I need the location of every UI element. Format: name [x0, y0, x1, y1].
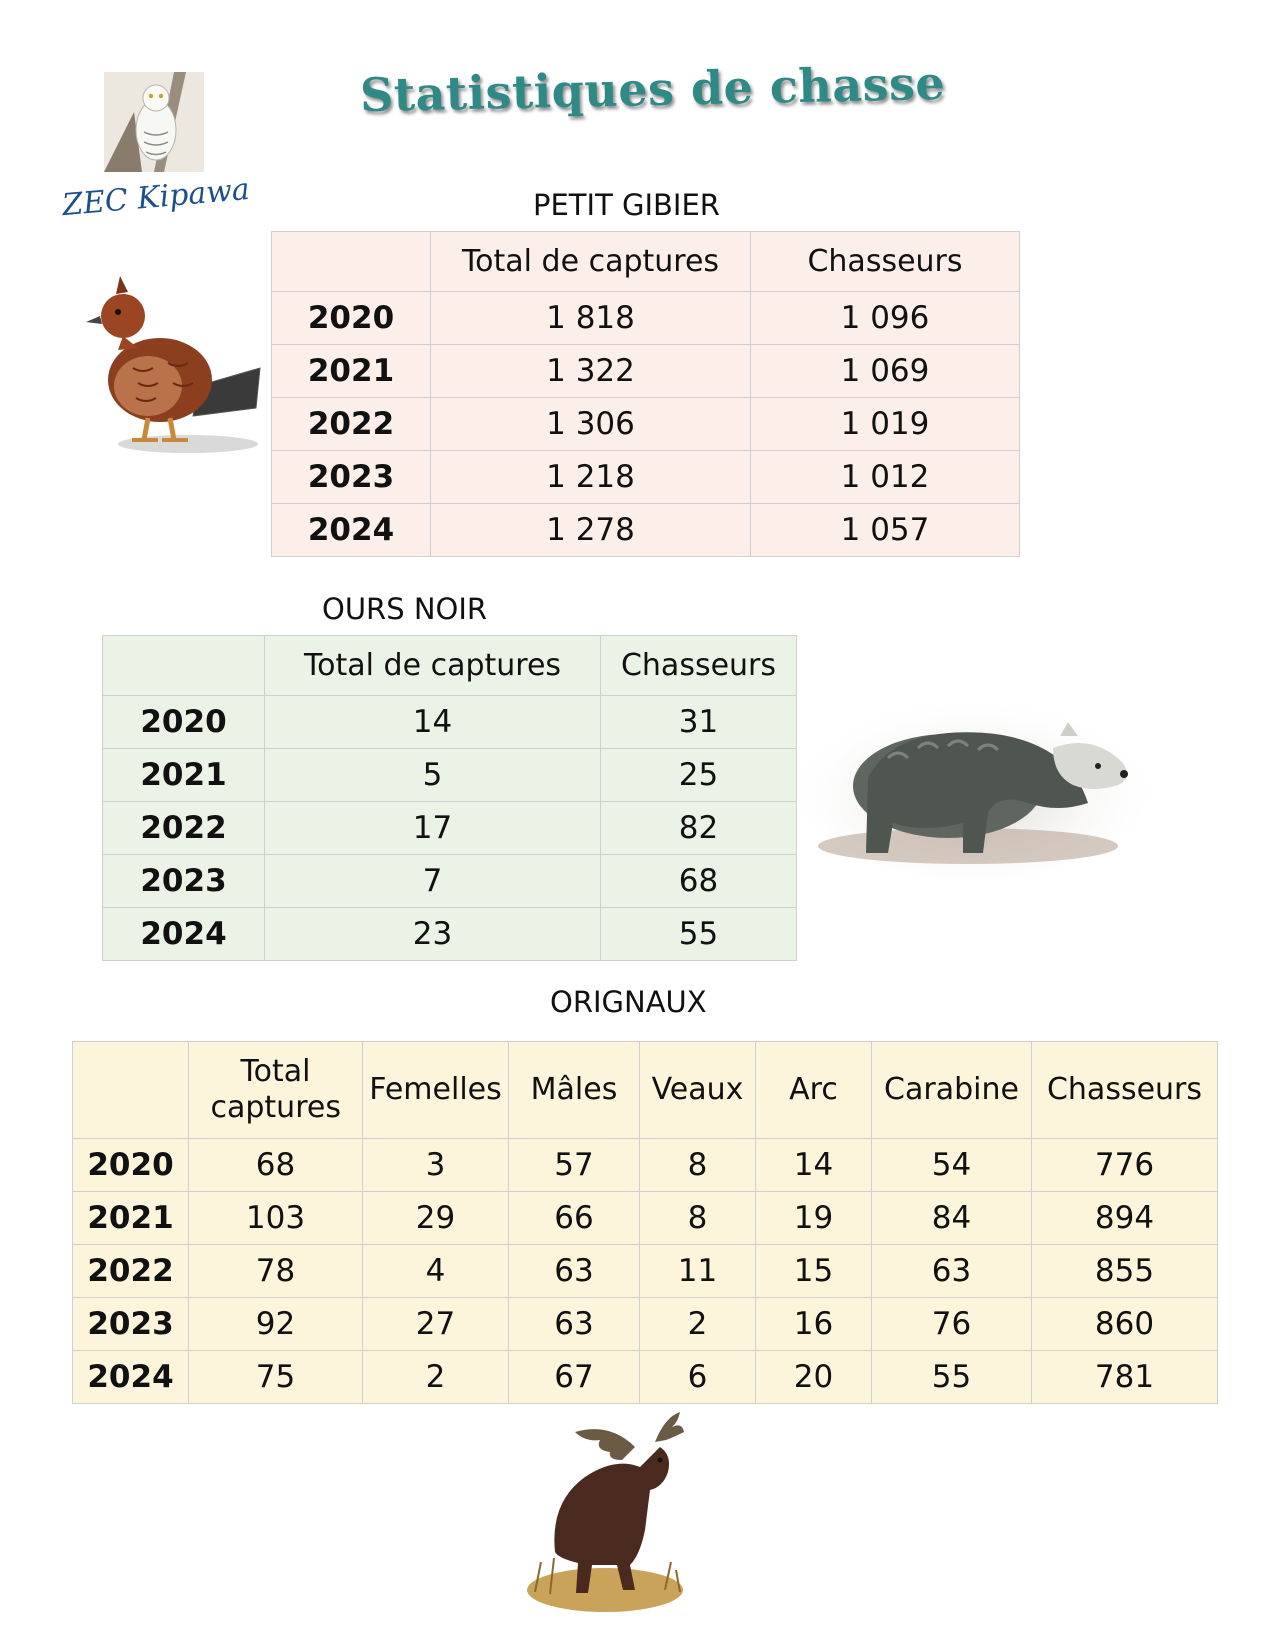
hunters-cell: 1 057: [751, 504, 1020, 557]
header-cell: Carabine: [872, 1042, 1032, 1139]
hunters-cell: 82: [601, 802, 797, 855]
captures-cell: 7: [265, 855, 601, 908]
page-title: Statistiques de chasse: [359, 55, 946, 123]
year-cell: 2022: [103, 802, 265, 855]
snowy-owl-image: [104, 72, 204, 172]
year-cell: 2022: [73, 1245, 189, 1298]
year-cell: 2021: [73, 1192, 189, 1245]
total-cell: 68: [189, 1139, 363, 1192]
carabine-cell: 55: [872, 1351, 1032, 1404]
table-row: [103, 855, 797, 908]
year-cell: 2024: [73, 1351, 189, 1404]
year-cell: 2020: [73, 1139, 189, 1192]
header-cell: Chasseurs: [601, 636, 797, 696]
femelles-cell: 3: [363, 1139, 509, 1192]
hunters-cell: 1 096: [751, 292, 1020, 345]
ours-noir-table: [102, 635, 797, 961]
year-cell: 2020: [272, 292, 431, 345]
carabine-cell: 54: [872, 1139, 1032, 1192]
males-cell: 63: [509, 1298, 640, 1351]
orignaux-title: ORIGNAUX: [550, 985, 707, 1019]
year-cell: 2023: [73, 1298, 189, 1351]
carabine-cell: 76: [872, 1298, 1032, 1351]
captures-cell: 23: [265, 908, 601, 961]
header-cell: Chasseurs: [751, 232, 1020, 292]
arc-cell: 14: [756, 1139, 872, 1192]
petit-gibier-title: PETIT GIBIER: [533, 188, 720, 222]
hunters-cell: 781: [1032, 1351, 1218, 1404]
captures-cell: 1 218: [431, 451, 751, 504]
femelles-cell: 4: [363, 1245, 509, 1298]
total-cell: 103: [189, 1192, 363, 1245]
year-cell: 2024: [103, 908, 265, 961]
year-cell: 2024: [272, 504, 431, 557]
hunters-cell: 1 069: [751, 345, 1020, 398]
year-cell: 2023: [272, 451, 431, 504]
hunters-cell: 68: [601, 855, 797, 908]
table-row: [73, 1192, 1218, 1245]
table-row: [272, 292, 1020, 345]
header-cell: [103, 636, 265, 696]
table-row: [272, 504, 1020, 557]
year-cell: 2023: [103, 855, 265, 908]
header-cell: Total de captures: [265, 636, 601, 696]
veaux-cell: 11: [640, 1245, 756, 1298]
table-row: [73, 1351, 1218, 1404]
table-row: [272, 398, 1020, 451]
table-row: [103, 749, 797, 802]
arc-cell: 16: [756, 1298, 872, 1351]
carabine-cell: 84: [872, 1192, 1032, 1245]
header-cell: Veaux: [640, 1042, 756, 1139]
captures-cell: 1 322: [431, 345, 751, 398]
arc-cell: 15: [756, 1245, 872, 1298]
header-cell: [73, 1042, 189, 1139]
captures-cell: 14: [265, 696, 601, 749]
table-row: [103, 802, 797, 855]
hunters-cell: 860: [1032, 1298, 1218, 1351]
header-cell: Mâles: [509, 1042, 640, 1139]
table-row: [272, 451, 1020, 504]
petit-gibier-table: [271, 231, 1020, 557]
table-row: [272, 345, 1020, 398]
header-label: Total captures: [210, 1054, 341, 1125]
hunters-cell: 55: [601, 908, 797, 961]
hunters-cell: 1 019: [751, 398, 1020, 451]
moose-image: [515, 1402, 700, 1612]
header-cell: Arc: [756, 1042, 872, 1139]
year-cell: 2021: [103, 749, 265, 802]
hunters-cell: 31: [601, 696, 797, 749]
total-cell: 75: [189, 1351, 363, 1404]
captures-cell: 17: [265, 802, 601, 855]
table-row: [103, 908, 797, 961]
femelles-cell: 29: [363, 1192, 509, 1245]
femelles-cell: 2: [363, 1351, 509, 1404]
males-cell: 66: [509, 1192, 640, 1245]
table-header-row: [73, 1042, 1218, 1139]
hunters-cell: 776: [1032, 1139, 1218, 1192]
header-cell: Total de captures: [431, 232, 751, 292]
arc-cell: 20: [756, 1351, 872, 1404]
header-cell: [189, 1042, 363, 1139]
captures-cell: 1 306: [431, 398, 751, 451]
header-cell: [272, 232, 431, 292]
table-row: [73, 1298, 1218, 1351]
grouse-image: [78, 268, 263, 458]
males-cell: 67: [509, 1351, 640, 1404]
table-header-row: [103, 636, 797, 696]
table-row: [103, 696, 797, 749]
veaux-cell: 8: [640, 1192, 756, 1245]
ours-noir-title: OURS NOIR: [322, 592, 488, 626]
logo-text: ZEC Kipawa: [60, 171, 252, 224]
header-cell: Femelles: [363, 1042, 509, 1139]
year-cell: 2021: [272, 345, 431, 398]
veaux-cell: 8: [640, 1139, 756, 1192]
total-cell: 78: [189, 1245, 363, 1298]
captures-cell: 5: [265, 749, 601, 802]
table-header-row: [272, 232, 1020, 292]
carabine-cell: 63: [872, 1245, 1032, 1298]
table-row: [73, 1139, 1218, 1192]
femelles-cell: 27: [363, 1298, 509, 1351]
year-cell: 2022: [272, 398, 431, 451]
males-cell: 57: [509, 1139, 640, 1192]
hunters-cell: 894: [1032, 1192, 1218, 1245]
table-row: [73, 1245, 1218, 1298]
captures-cell: 1 818: [431, 292, 751, 345]
hunters-cell: 1 012: [751, 451, 1020, 504]
black-bear-image: [798, 688, 1148, 878]
total-cell: 92: [189, 1298, 363, 1351]
header-cell: Chasseurs: [1032, 1042, 1218, 1139]
orignaux-table: [72, 1041, 1218, 1404]
hunters-cell: 855: [1032, 1245, 1218, 1298]
captures-cell: 1 278: [431, 504, 751, 557]
males-cell: 63: [509, 1245, 640, 1298]
year-cell: 2020: [103, 696, 265, 749]
hunters-cell: 25: [601, 749, 797, 802]
arc-cell: 19: [756, 1192, 872, 1245]
veaux-cell: 6: [640, 1351, 756, 1404]
veaux-cell: 2: [640, 1298, 756, 1351]
